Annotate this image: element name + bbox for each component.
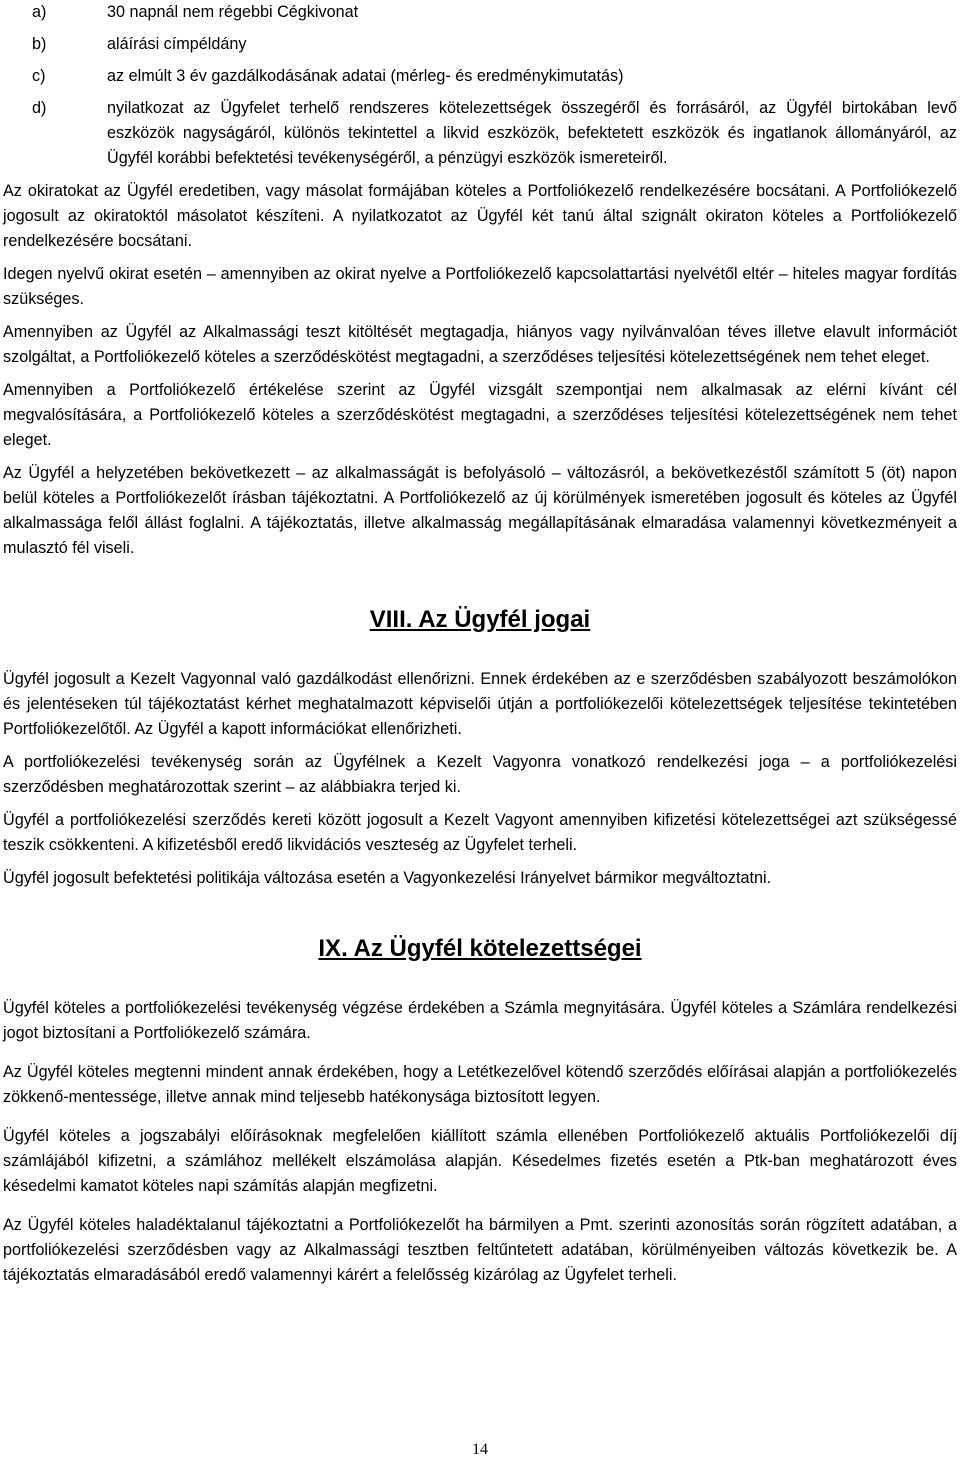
page-number: 14 — [472, 1441, 488, 1458]
list-item-text: az elmúlt 3 év gazdálkodásának adatai (mérleg- és eredménykimutatás) — [107, 67, 624, 85]
paragraph-documents-submission: Az okiratokat az Ügyfél eredetiben, vagy másolat formájában köteles a Portfoliókezelő rendelkezésére bocsátani. A Portfoliókezelő jogosult az okiratoktól másolatot készíteni. A nyilatkozatot az Ügyfél két tanú által szignált okiraton köteles a Portfoliókezelő rendelkezésére bocsátani. — [3, 182, 957, 250]
list-item — [3, 96, 957, 171]
list-item-text: 30 napnál nem régebbi Cégkivonat — [107, 3, 359, 21]
paragraph-client-obligations-3: Ügyfél köteles a jogszabályi előírásoknak megfelelően kiállított számla ellenében Portfoliókezelő aktuális Portfoliókezelői díj számlájából kifizetni, a számlához mellékelt elszámolása alapján. Késedelmes fizetés esetén a Ptk-ban meghatározott éves késedelmi kamatot köteles napi számítás alapján megfizetni. — [3, 1127, 957, 1195]
paragraph-client-rights-4: Ügyfél jogosult befektetési politikája változása esetén a Vagyonkezelési Irányelvet bármikor megváltoztatni. — [3, 869, 772, 887]
paragraph-client-rights-1: Ügyfél jogosult a Kezelt Vagyonnal való gazdálkodást ellenőrizni. Ennek érdekében az e szerződésben szabályozott beszámolókon és jelentéseken túl tájékoztatást kérhet meghatalmazott képviselői útján a portfoliókezelői kötelezettségek teljesítése tekintetében Portfoliókezelőtől. Az Ügyfél a kapott információkat ellenőrizheti. — [3, 670, 957, 738]
paragraph-client-obligations-4: Az Ügyfél köteles haladéktalanul tájékoztatni a Portfoliókezelőt ha bármilyen a Pmt. szerinti azonosítás során rögzített adatában, a portfoliókezelési szerződésben vagy az Alkalmassági tesztben feltűntetett adatában, körülményeiben változás következik be. A tájékoztatás elmaradásából eredő valamennyi kárért a felelősség kizárólag az Ügyfelet terheli. — [3, 1216, 957, 1284]
paragraph-translation: Idegen nyelvű okirat esetén – amennyiben az okirat nyelve a Portfoliókezelő kapcsolattartási nyelvétől eltér – hiteles magyar fordítás szükséges. — [3, 265, 957, 308]
list-marker: a) — [32, 3, 47, 21]
list-marker: d) — [32, 99, 47, 117]
paragraph-client-obligations-2: Az Ügyfél köteles megtenni mindent annak érdekében, hogy a Letétkezelővel kötendő szerződés előírásai alapján a portfoliókezelés zökkenő-mentessége, illetve annak mind teljesebb hatékonysága biztosított legyen. — [3, 1063, 957, 1106]
list-item — [3, 0, 957, 25]
paragraph-suitability-refusal: Amennyiben az Ügyfél az Alkalmassági teszt kitöltését megtagadja, hiányos vagy nyilvánvalóan téves illetve elavult információt szolgáltat, a Portfoliókezelő köteles a szerződéskötést megtagadni, a szerződéses teljesítési kötelezettségének nem tehet eleget. — [3, 323, 957, 366]
list-marker: c) — [32, 67, 46, 85]
list-item — [3, 32, 957, 57]
paragraph-client-obligations-1: Ügyfél köteles a portfoliókezelési tevékenység végzése érdekében a Számla megnyitására. Ügyfél köteles a Számlára rendelkezési jogot biztosítani a Portfoliókezelő számára. — [3, 999, 957, 1042]
paragraph-change-notification: Az Ügyfél a helyzetében bekövetkezett – az alkalmasságát is befolyásoló – változásról, a bekövetkezéstől számított 5 (öt) napon belül köteles a Portfoliókezelőt írásban tájékoztatni. A Portfoliókezelő az új körülmények ismeretében jogosult és köteles az Ügyfél alkalmassága felől állást foglalni. A tájékoztatás, illetve alkalmasság megállapításának elmaradása valamennyi következményeit a mulasztó fél viseli. — [3, 464, 957, 557]
list-item-text: aláírási címpéldány — [107, 35, 247, 53]
document-page — [3, 0, 957, 1288]
list-item-text: nyilatkozat az Ügyfelet terhelő rendszeres kötelezettségek összegéről és forrásáról, az Ügyfél birtokában levő eszközök nagyságáról, különös tekintettel a likvid eszközök, befektetett eszközök és ingatlanok állományáról, az Ügyfél korábbi befektetési tevékenységéről, a pénzügyi eszközök ismereteiről. — [107, 99, 957, 167]
paragraph-client-rights-3: Ügyfél a portfoliókezelési szerződés kereti között jogosult a Kezelt Vagyont amennyiben kifizetési kötelezettségei azt szükségessé teszik csökkenteni. A kifizetésből eredő likvidációs veszteség az Ügyfelet terheli. — [3, 811, 957, 854]
list-item — [3, 64, 957, 89]
section-heading-ix: IX. Az Ügyfél kötelezettségei — [318, 935, 642, 962]
paragraph-client-rights-2: A portfoliókezelési tevékenység során az Ügyfélnek a Kezelt Vagyonra vonatkozó rendelkezési joga – a portfoliókezelési szerződésben meghatározottak szerint – az alábbiakra terjed ki. — [3, 753, 957, 796]
list-marker: b) — [32, 35, 47, 53]
section-heading-viii: VIII. Az Ügyfél jogai — [369, 606, 591, 633]
paragraph-assessment: Amennyiben a Portfoliókezelő értékelése szerint az Ügyfél vizsgált szempontjai nem alkalmasak az elérni kívánt cél megvalósítására, a Portfoliókezelő köteles a szerződéskötést megtagadni, a szerződéses teljesítési kötelezettségének nem tehet eleget. — [3, 381, 957, 449]
required-documents-list — [3, 0, 957, 171]
